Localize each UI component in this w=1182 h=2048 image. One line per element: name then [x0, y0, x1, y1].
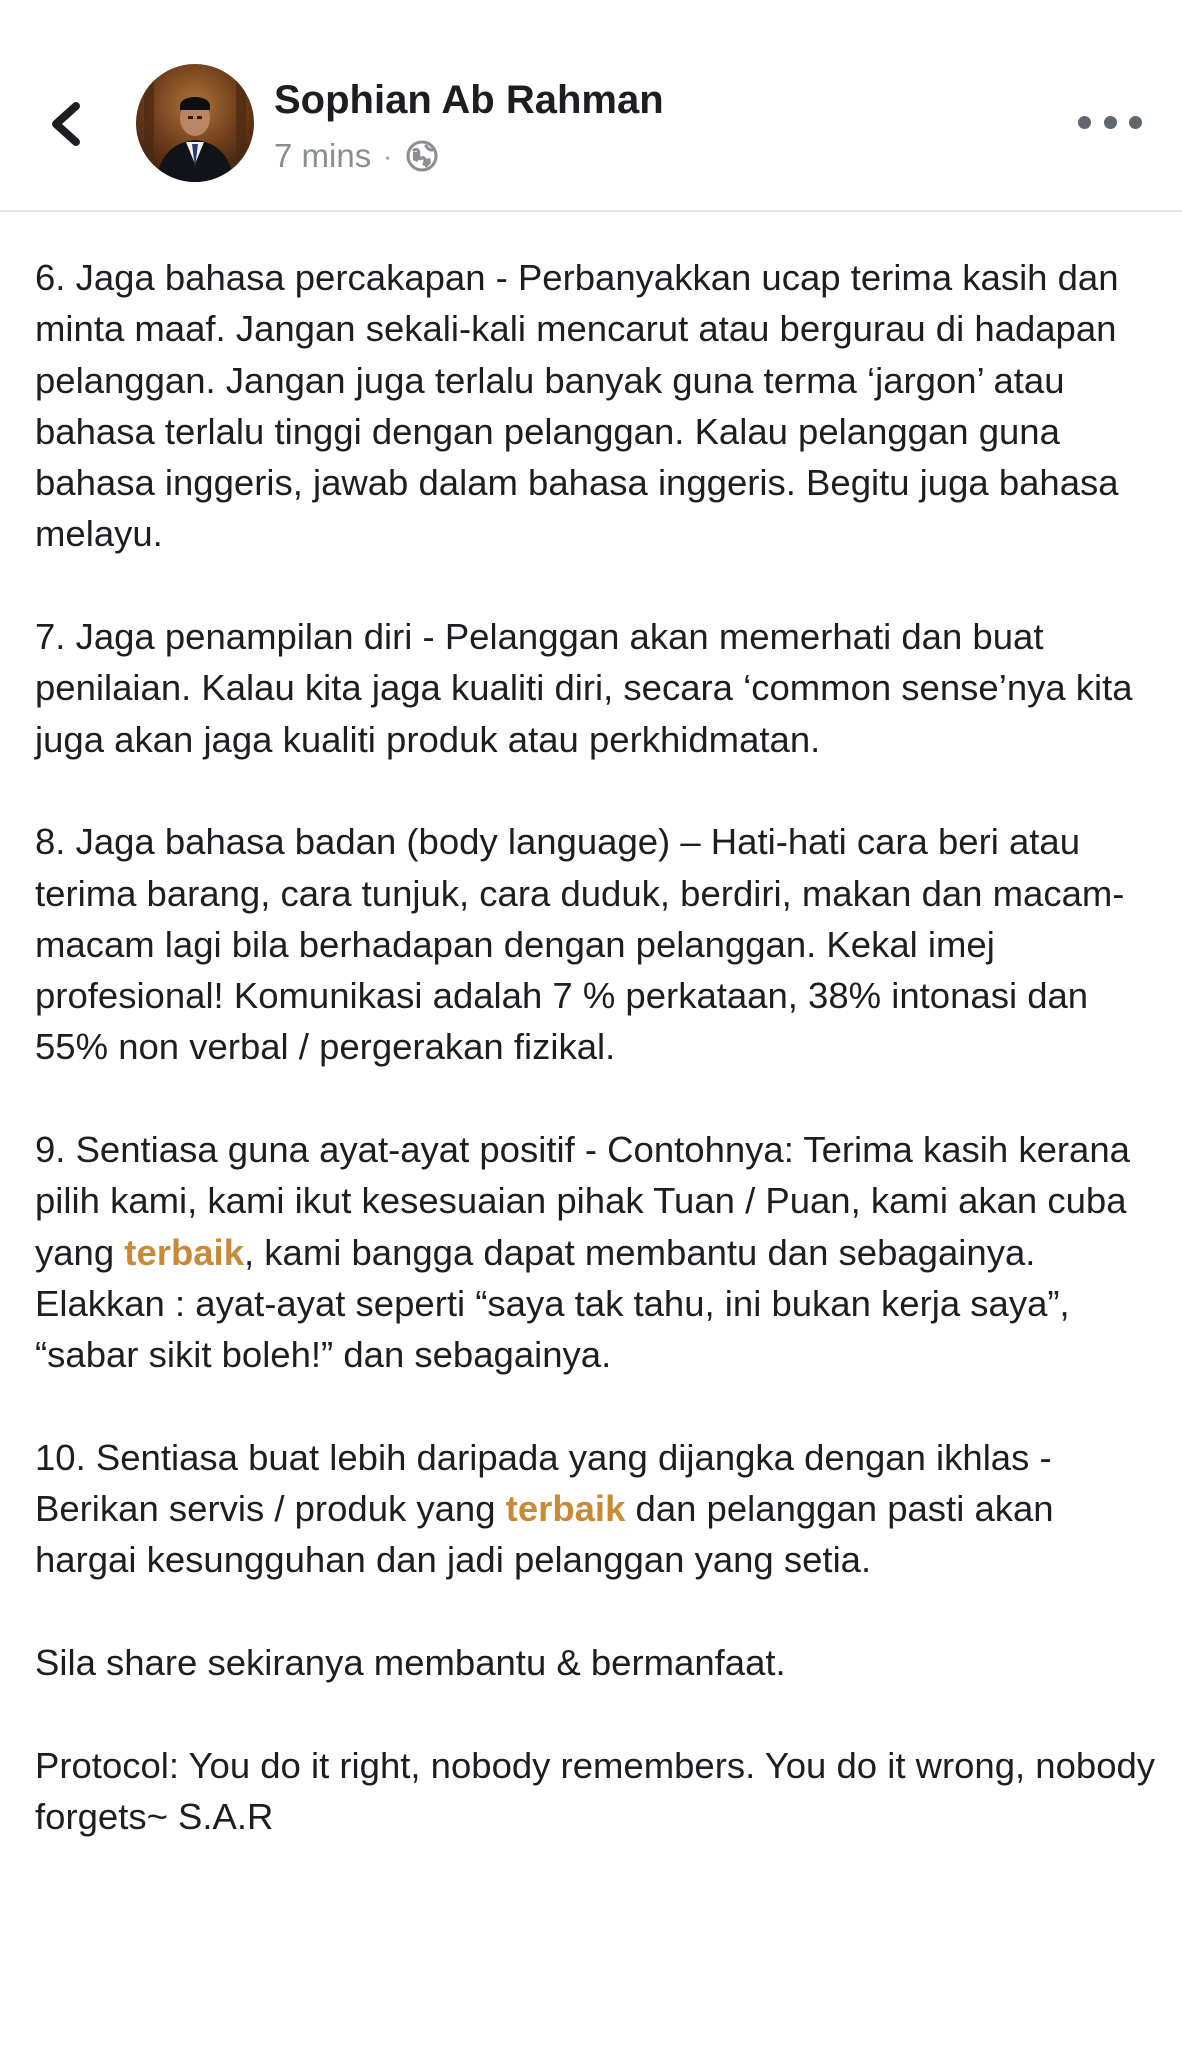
meta-separator: · [383, 140, 392, 171]
post-timestamp[interactable]: 7 mins [274, 137, 372, 174]
paragraph-9-text-end: , kami bangga dapat membantu dan sebagainya. Elakkan : ayat-ayat seperti “saya tak tahu, ini bukan kerja saya”, “sabar sikit boleh!” dan sebagainya. [35, 1231, 1070, 1376]
paragraph-10-text-start: 10. Sentiasa buat lebih daripada yang dijangka dengan ikhlas - Berikan servis / produk yang [35, 1436, 1052, 1530]
paragraph-9-text-start: 9. Sentiasa guna ayat-ayat positif - Contohnya: Terima kasih kerana pilih kami, kami ikut kesesuaian pihak Tuan / Puan, kami akan cuba yang [35, 1129, 1130, 1273]
post-paragraph-10 [35, 1432, 1165, 1586]
more-options-button[interactable] [1078, 106, 1142, 138]
highlight-keyword[interactable]: terbaik [124, 1231, 244, 1273]
back-button[interactable] [38, 88, 98, 160]
author-name[interactable]: Sophian Ab Rahman [274, 78, 664, 122]
avatar-image [136, 64, 254, 182]
post-paragraph-9 [35, 1124, 1165, 1380]
post-paragraph-7: 7. Jaga penampilan diri - Pelanggan akan memerhati dan buat penilaian. Kalau kita jaga kualiti diri, secara ‘common sense’nya kita juga akan jaga kualiti produk atau perkhidmatan. [35, 616, 1133, 760]
avatar[interactable] [136, 64, 254, 182]
chevron-left-icon [38, 88, 98, 160]
paragraph-10-text-end: dan pelanggan pasti akan hargai kesungguhan dan jadi pelanggan yang setia. [35, 1488, 1054, 1581]
more-horizontal-icon [1078, 116, 1091, 129]
post-header [0, 0, 1182, 212]
highlight-keyword[interactable]: terbaik [505, 1488, 626, 1530]
post-paragraph-6: 6. Jaga bahasa percakapan - Perbanyakkan ucap terima kasih dan minta maaf. Jangan sekali-kali mencarut atau bergurau di hadapan pelanggan. Jangan juga terlalu banyak guna terma ‘jargon’ atau bahasa terlalu tinggi dengan pelanggan. Kalau pelanggan guna bahasa inggeris, jawab dalam bahasa inggeris. Begitu juga bahasa melayu. [35, 257, 1119, 555]
post-meta [274, 136, 440, 176]
more-horizontal-icon [1129, 116, 1142, 129]
more-horizontal-icon [1104, 116, 1117, 129]
post-paragraph-8: 8. Jaga bahasa badan (body language) – Hati-hati cara beri atau terima barang, cara tunjuk, cara duduk, berdiri, makan dan macam-macam lagi bila berhadapan dengan pelanggan. Kekal imej profesional! Komunikasi adalah 7 % perkataan, 38% intonasi dan 55% non verbal / pergerakan fizikal. [35, 821, 1125, 1068]
post-paragraph-protocol: Protocol: You do it right, nobody remembers. You do it wrong, nobody forgets~ S.A.R [35, 1744, 1156, 1837]
globe-icon[interactable] [404, 138, 440, 174]
post-paragraph-share: Sila share sekiranya membantu & bermanfaat. [35, 1642, 786, 1684]
post-body [35, 252, 1165, 1894]
